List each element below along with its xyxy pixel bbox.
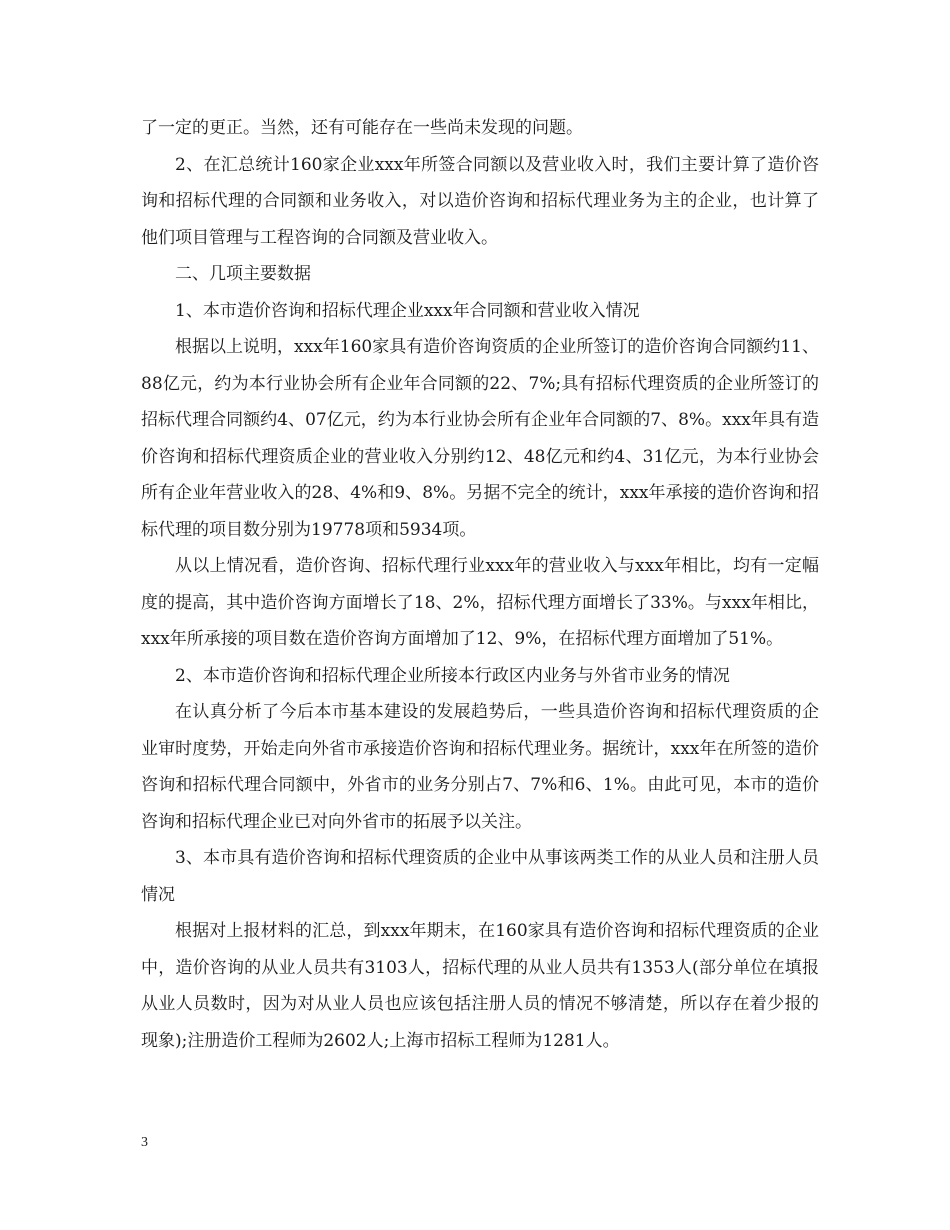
paragraph-continuation: 了一定的更正。当然，还有可能存在一些尚未发现的问题。: [141, 118, 583, 138]
paragraph-item-2-statistics: 2、在汇总统计160家企业xxx年所签合同额以及营业收入时，我们主要计算了造价咨询和招标代理的合同额和业务收入，对以造价咨询和招标代理业务为主的企业，也计算了他们项目管理与工程咨询的合同额及营业收入。: [141, 154, 819, 248]
document-body: [141, 110, 819, 1059]
paragraph-contract-revenue: 根据以上说明，xxx年160家具有造价咨询资质的企业所签订的造价咨询合同额约11、88亿元，约为本行业协会所有企业年合同额的22、7%;具有招标代理资质的企业所签订的招标代理合同额约4、07亿元，约为本行业协会所有企业年合同额的7、8%。xxx年具有造价咨询和招标代理资质企业的营业收入分别约12、48亿元和约4、31亿元，为本行业协会所有企业年营业收入的28、4%和9、8%。另据不完全的统计，xxx年承接的造价咨询和招标代理的项目数分别为19778项和5934项。: [141, 337, 819, 540]
subheading-contract-revenue: 1、本市造价咨询和招标代理企业xxx年合同额和营业收入情况: [175, 300, 640, 321]
paragraph-growth-analysis: 从以上情况看，造价咨询、招标代理行业xxx年的营业收入与xxx年相比，均有一定幅度的提高，其中造价咨询方面增长了18、2%，招标代理方面增长了33%。与xxx年相比，xxx年所承接的项目数在造价咨询方面增加了12、9%，在招标代理方面增加了51%。: [141, 556, 819, 649]
page-number: 3: [141, 1135, 148, 1150]
paragraph-staff: 根据对上报材料的汇总，到xxx年期末，在160家具有造价咨询和招标代理资质的企业中，造价咨询的从业人员共有3103人，招标代理的从业人员共有1353人(部分单位在填报从业人员数时，因为对从业人员也应该包括注册人员的情况不够清楚，所以存在着少报的现象);注册造价工程师为2602人;上海市招标工程师为1281人。: [141, 921, 819, 1051]
paragraph-local-vs-external: 在认真分析了今后本市基本建设的发展趋势后，一些具造价咨询和招标代理资质的企业审时度势，开始走向外省市承接造价咨询和招标代理业务。据统计，xxx年在所签的造价咨询和招标代理合同额中，外省市的业务分别占7、7%和6、1%。由此可见，本市的造价咨询和招标代理企业已对向外省市的拓展予以关注。: [141, 702, 819, 832]
section-heading-main-data: 二、几项主要数据: [175, 264, 311, 284]
subheading-staff: 3、本市具有造价咨询和招标代理资质的企业中从事该两类工作的从业人员和注册人员情况: [141, 848, 819, 905]
subheading-local-vs-external: 2、本市造价咨询和招标代理企业所接本行政区内业务与外省市业务的情况: [175, 665, 730, 686]
